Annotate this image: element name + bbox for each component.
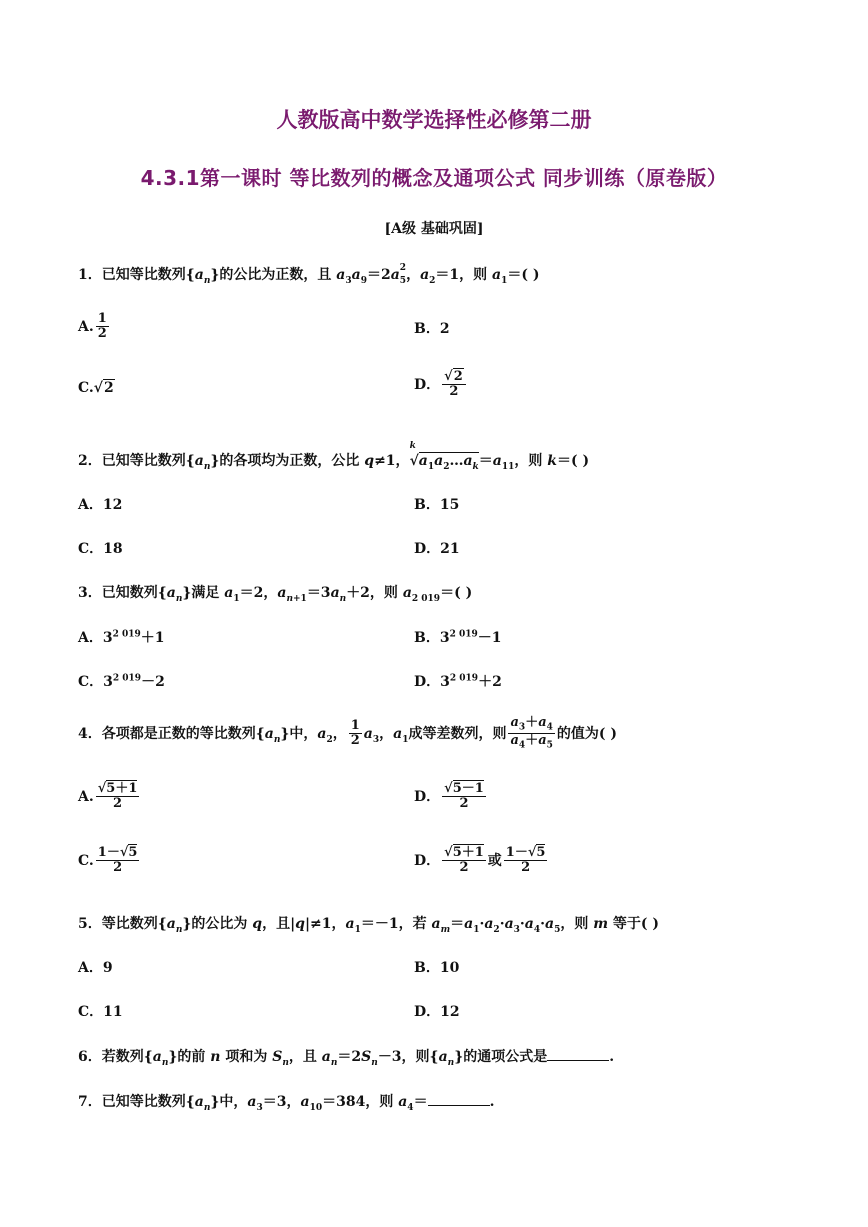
q5-option-d: D．12 [414,1004,460,1020]
section-heading: [A级 基础巩固] [384,221,484,237]
answer-blank-7[interactable] [428,1093,490,1106]
q4-option-a: A. $\frac{√5+1}{2}$ [78,781,138,812]
q3-option-b: B．$3^{2 019}-1$ [414,629,502,646]
q3-option-d: D．$3^{2 019}+2$ [414,673,502,690]
q5-option-c: C．11 [78,1004,123,1020]
document-subtitle: 4.3.1第一课时 等比数列的概念及通项公式 同步训练（原卷版） [140,166,728,190]
q1-option-b: B．2 [414,321,450,337]
answer-blank-6[interactable] [547,1048,609,1061]
q2-option-d: D．21 [414,541,460,557]
q3-option-a: A．$3^{2 019}+1$ [78,629,165,646]
question-7: 7．已知等比数列$\{a_n\}$中，$a_3=3$，$a_{10}=384$，则 $a_4=$ . [78,1094,495,1113]
q2-option-c: C．18 [78,541,123,557]
question-3: 3．已知数列$\{a_n\}$满足 $a_1=2$，$a_{n+1}=3a_n+2$，则 $a_{2 019}=$( ) [78,585,473,604]
question-1: 1．已知等比数列$\{a_n\}$的公比为正数，且 $a_3a_9=2a$ $^2$ $_5$，$a_2=1$，则 $a_1=$( ) [78,263,540,286]
q2-option-b: B．15 [414,497,460,513]
q1-option-c: C.√2 [78,380,114,396]
question-5: 5．等比数列$\{a_n\}$的公比为 q，且|q|≠1，$a_1=-1$，若 $a_m=a_1\cdot a_2\cdot a_3\cdot a_4\cdot a_5$，则 m 等于( ) [78,916,660,935]
q1-option-d: D． $\frac{√2}{2}$ [414,370,468,400]
document-title: 人教版高中数学选择性必修第二册 [276,108,592,132]
q2-option-a: A．12 [78,497,123,513]
q4-option-c: C. $\frac{1-√5}{2}$ [78,845,138,876]
q4-option-d-second: D． $\frac{√5+1}{2}$ 或 $\frac{1-√5}{2}$ [414,845,546,876]
q5-option-b: B．10 [414,960,460,976]
q5-option-a: A．9 [78,960,113,976]
question-4: 4．各项都是正数的等比数列$\{a_n\}$中，$a_2$， $\frac{1}{2}$ $a_3$，$a_1$成等差数列，则 $\frac{a_3+a_4}{a_4+a_5}$ 的值为( ) [78,715,618,752]
q1-option-a: A. $\frac{1}{2}$ [78,311,107,342]
q3-option-c: C．$3^{2 019}-2$ [78,673,165,690]
question-2: 2．已知等比数列$\{a_n\}$的各项均为正数，公比 q≠1， k $√a_1a_2\dots a_k=a_{11}$，则 k＝( ) [78,441,590,472]
q4-option-d-first: D． $\frac{√5-1}{2}$ [414,781,484,812]
question-6: 6．若数列$\{a_n\}$的前 n 项和为 $S_n$，且 $a_n=2S_n-3$，则$\{a_n\}$的通项公式是 . [78,1049,615,1068]
